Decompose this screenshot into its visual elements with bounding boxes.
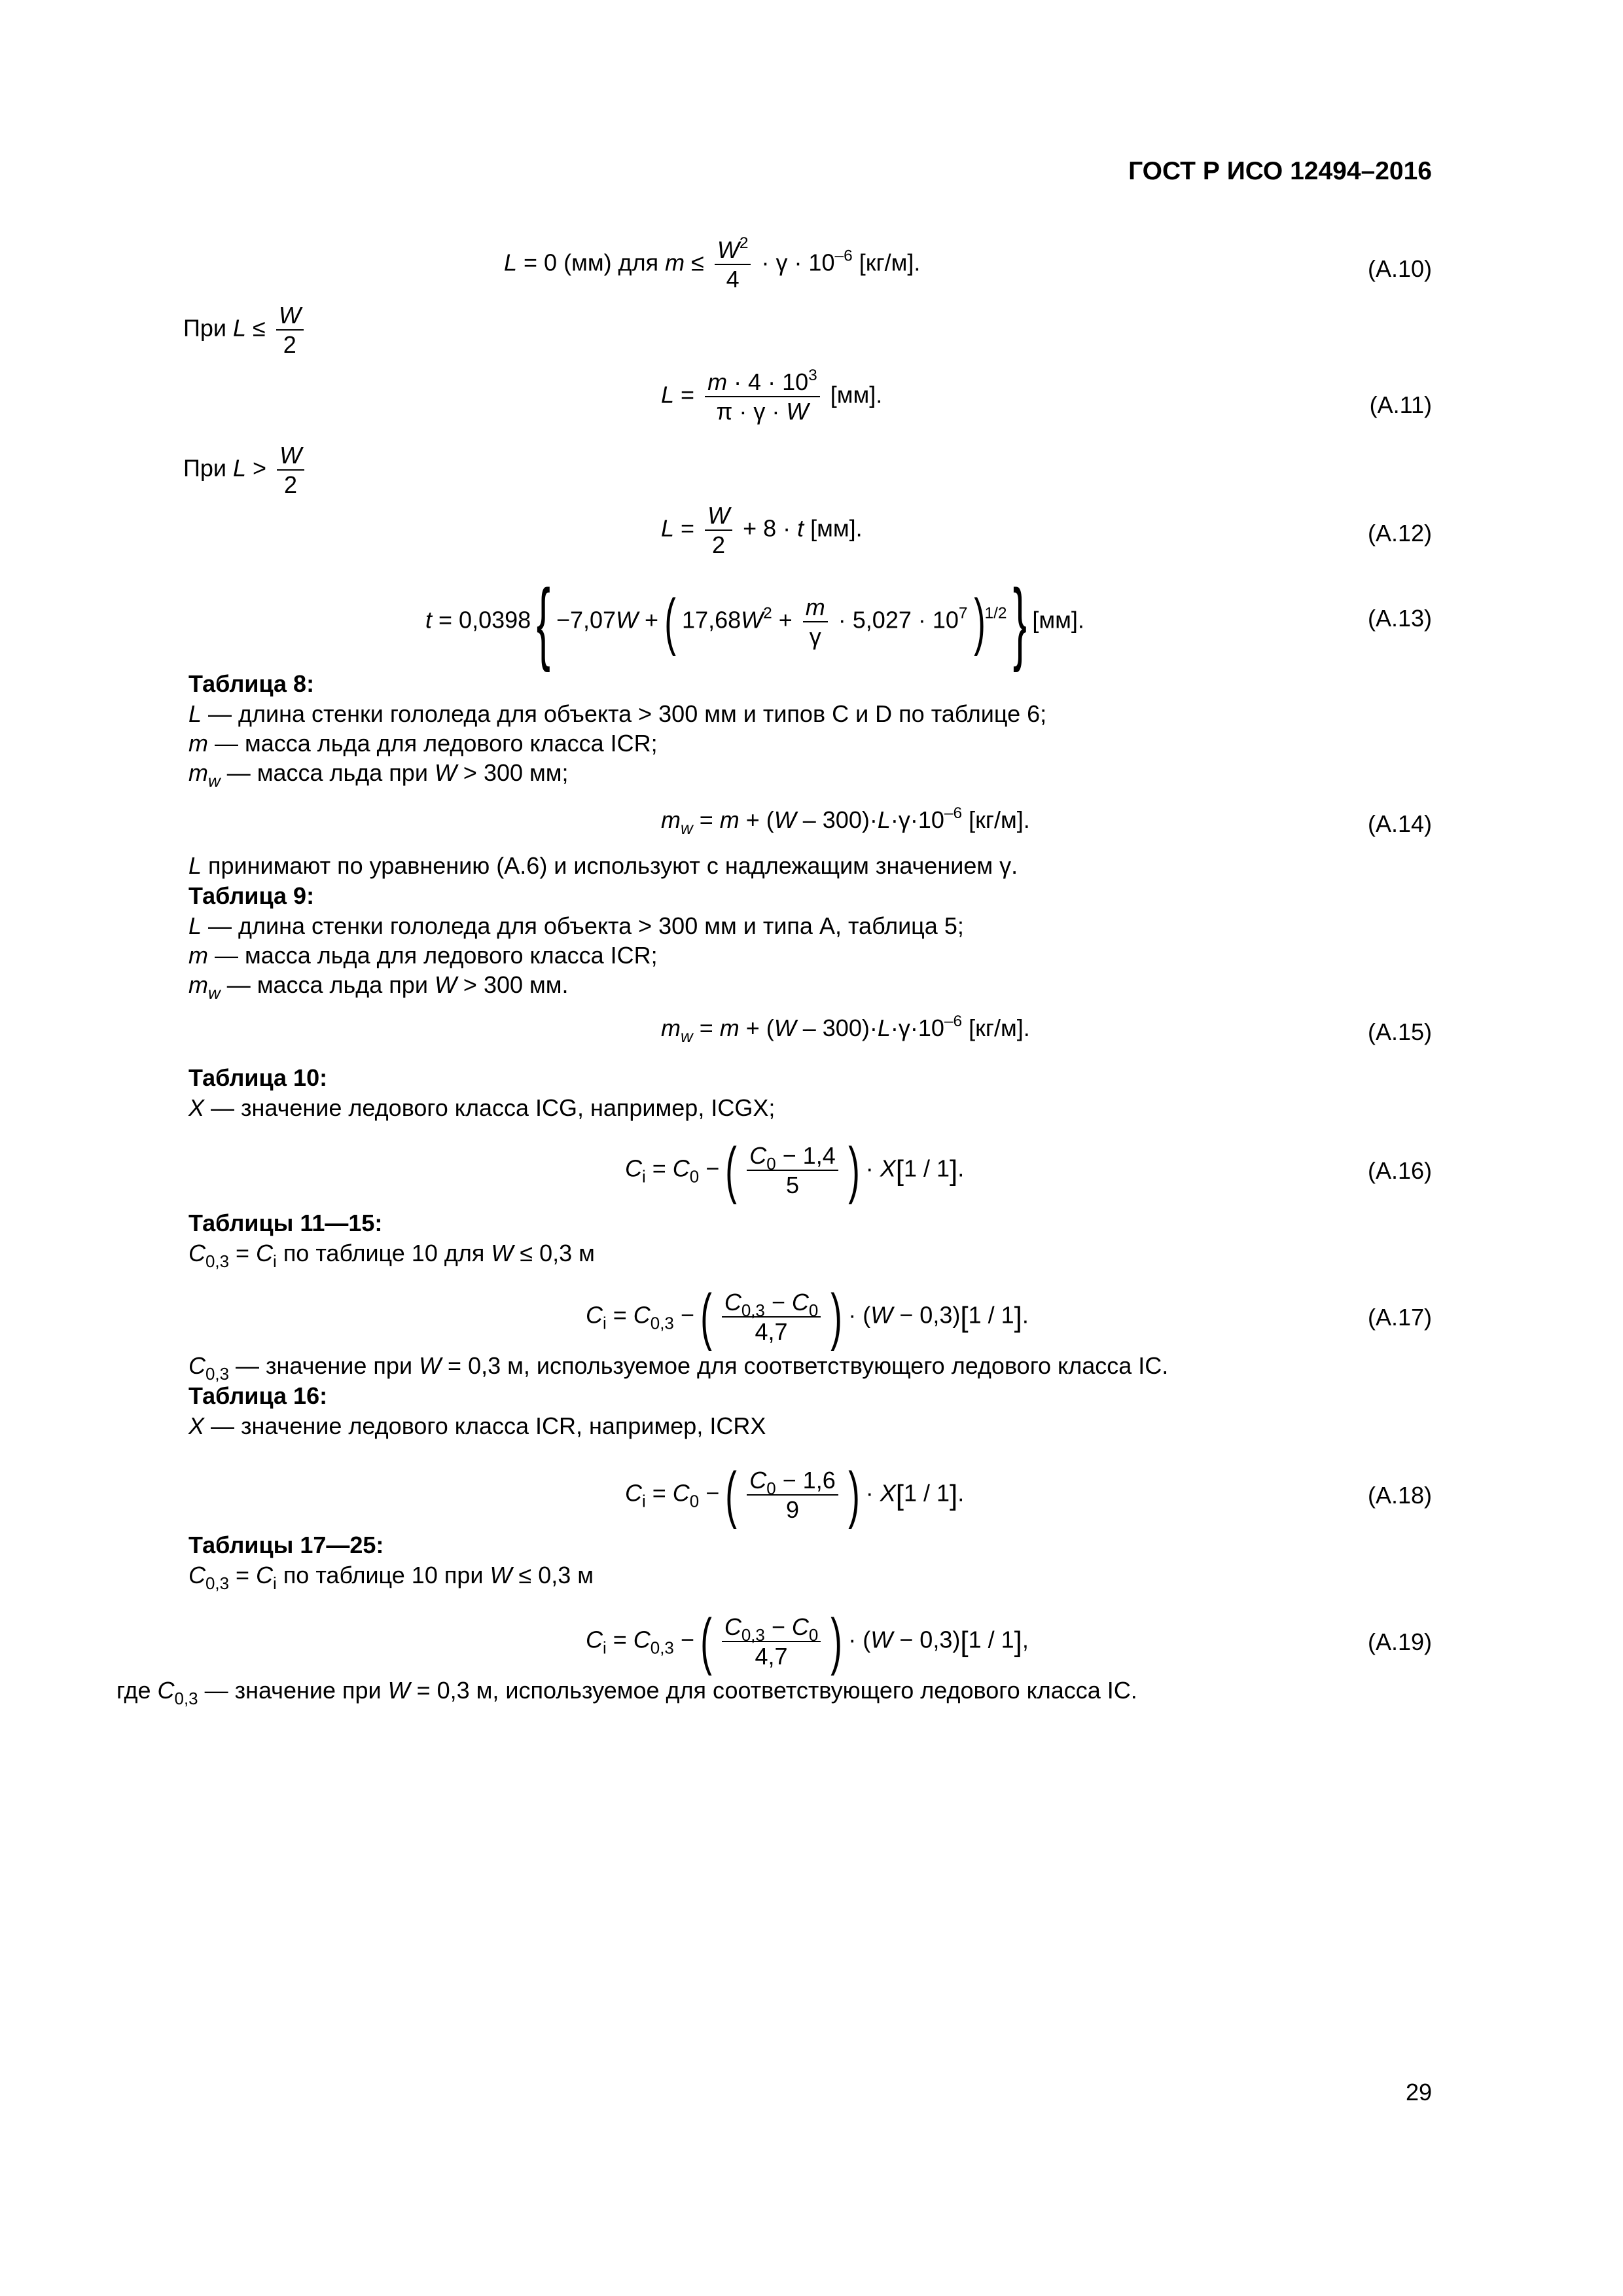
page-number: 29 xyxy=(1405,2079,1432,2106)
definition: L — длина стенки гололеда для объекта > 300 мм и типов C и D по таблице 6; xyxy=(188,700,1047,727)
equation-a16: $C_i = C_0$ − ( $\frac{C_0 - 1,4}{5}$ ) · X[1 / 1]. xyxy=(625,1135,965,1205)
definition: $C_{0,3} = C_i$ по таблице 10 при W ≤ 0,3 м xyxy=(188,1562,594,1593)
equation-a12: L = $\frac{W}{2}$ + 8 · t [мм]. xyxy=(661,502,863,559)
section-title: Таблица 10: xyxy=(188,1064,328,1091)
condition-line: При L ≤ $\frac{W}{2}$ xyxy=(183,301,308,359)
condition-line: При L > $\frac{W}{2}$ xyxy=(183,441,308,499)
equation-a17: $C_i = C_{0,3}$ − ( $\frac{C_{0,3} - C_0}{4,7}$ ) · (W − 0,3)[1 / 1]. xyxy=(586,1282,1029,1352)
equation-a18: $C_i = C_0$ − ( $\frac{C_0 - 1,6}{9}$ ) · X[1 / 1]. xyxy=(625,1460,965,1530)
equation-a15: $m_w = m + (W - 300)\cdot L\cdot\gamma\cdot 10^{-6}$ [кг/м]. xyxy=(661,1012,1030,1046)
equation-label: (A.17) xyxy=(1367,1304,1432,1331)
definition: L — длина стенки гололеда для объекта > 300 мм и типа A, таблица 5; xyxy=(188,912,964,939)
equation-a10: L = 0 (мм) для m ≤ $\frac{W^2}{4}$ · $\gamma \cdot 10^{-6}$ [кг/м]. xyxy=(504,234,921,293)
equation-label: (A.14) xyxy=(1367,810,1432,837)
definition: m — масса льда для ледового класса ICR; xyxy=(188,942,658,969)
definition: m — масса льда для ледового класса ICR; xyxy=(188,730,658,757)
definition: X — значение ледового класса ICG, например, ICGX; xyxy=(188,1094,776,1121)
equation-a14: $m_w = m + (W - 300)\cdot L\cdot\gamma\cdot 10^{-6}$ [кг/м]. xyxy=(661,804,1030,838)
equation-a19: $C_i = C_{0,3}$ − ( $\frac{C_{0,3} - C_0}{4,7}$ ) · (W − 0,3)[1 / 1], xyxy=(586,1606,1029,1676)
document-header: ГОСТ Р ИСО 12494–2016 xyxy=(1128,157,1432,185)
fraction: $\frac{W^2}{4}$ xyxy=(715,236,751,293)
definition: $m_w$ — масса льда при W > 300 мм. xyxy=(188,971,569,1003)
paragraph: $C_{0,3}$ — значение при W = 0,3 м, используемое для соответствующего ледового класса IC. xyxy=(188,1352,1169,1384)
paragraph: L принимают по уравнению (A.6) и используют с надлежащим значением γ. xyxy=(188,852,1018,879)
equation-label: (A.13) xyxy=(1367,605,1432,632)
definition: $m_w$ — масса льда при W > 300 мм; xyxy=(188,759,569,791)
equation-label: (A.19) xyxy=(1367,1628,1432,1655)
equation-label: (A.11) xyxy=(1369,391,1432,418)
section-title: Таблицы 11—15: xyxy=(188,1210,383,1236)
equation-label: (A.12) xyxy=(1367,520,1432,547)
equation-label: (A.16) xyxy=(1367,1157,1432,1184)
definition: $C_{0,3} = C_i$ по таблице 10 для W ≤ 0,3 м xyxy=(188,1240,595,1271)
section-title: Таблица 16: xyxy=(188,1382,328,1409)
equation-label: (A.15) xyxy=(1367,1018,1432,1045)
equation-label: (A.10) xyxy=(1367,255,1432,282)
paragraph: где $C_{0,3}$ — значение при W = 0,3 м, используемое для соответствующего ледового класса IC. xyxy=(116,1677,1137,1708)
equation-a13: t = 0,0398 { −7,07W + ( $17,68W^2$ + $\frac{m}{\gamma}$ · $5,027 \cdot 10^7$ )$^{1/2}$ } [мм]. xyxy=(425,570,1084,673)
equation-a11: L = $\frac{m \cdot 4 \cdot 10^3}{\pi \cdot \gamma \cdot W}$ [мм]. xyxy=(661,366,883,425)
section-title: Таблица 9: xyxy=(188,882,315,909)
section-title: Таблица 8: xyxy=(188,670,315,697)
definition: X — значение ледового класса ICR, например, ICRX xyxy=(188,1412,766,1439)
equation-label: (A.18) xyxy=(1367,1482,1432,1509)
section-title: Таблицы 17—25: xyxy=(188,1532,384,1558)
